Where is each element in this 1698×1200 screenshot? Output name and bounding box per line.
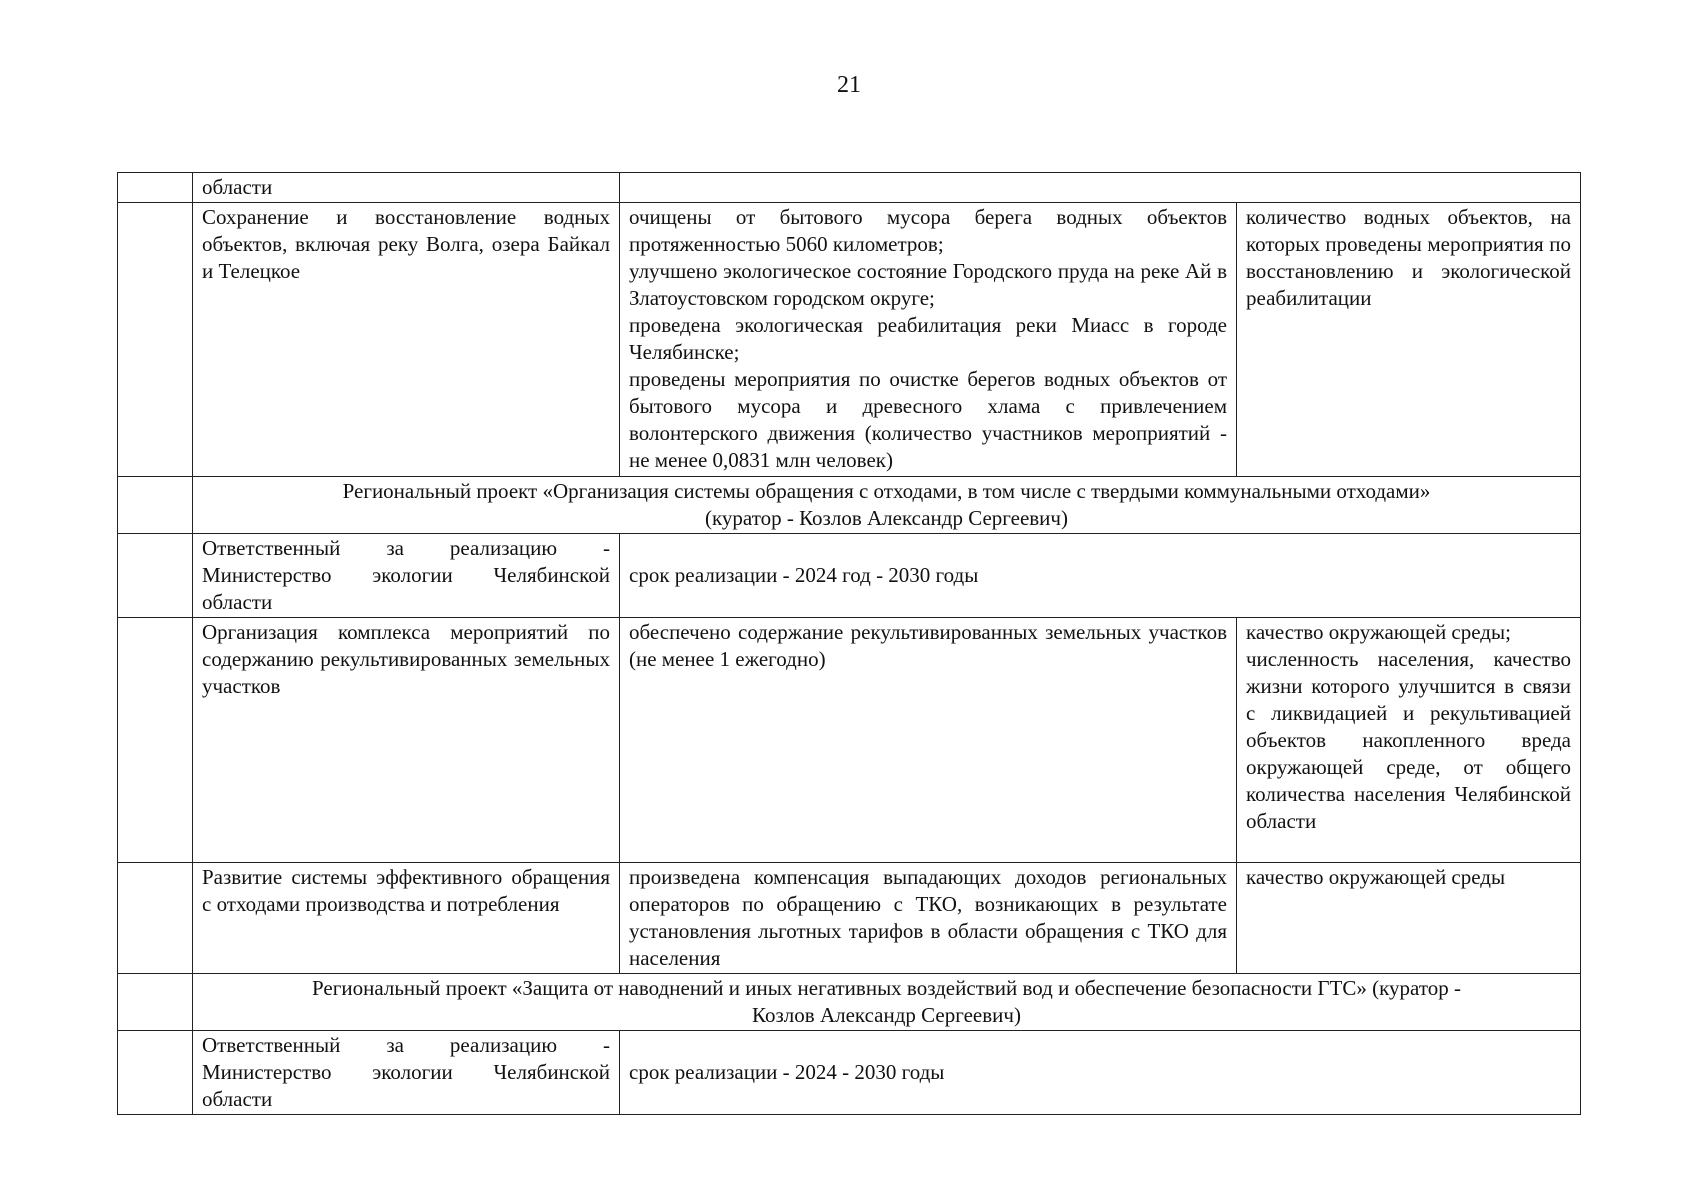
row-number-cell	[118, 618, 193, 863]
table-row-responsible	[118, 1031, 1581, 1115]
indicator-line: численность населения, качество жизни которого улучшится в связи с ликвидацией и рекультивацией объектов накопленного вреда окружающей среде, от общего количества населения Челябинской области	[1246, 647, 1571, 833]
measure-name-cell: Сохранение и восстановление водных объектов, включая реку Волга, озера Байкал и Телецкое	[193, 203, 620, 477]
result-line: проведены мероприятия по очистке берегов водных объектов от бытового мусора и древесного хлама с привлечением волонтерского движения (количество участников мероприятий - не менее 0,0831 млн человек)	[629, 367, 1227, 472]
row-number-cell	[118, 534, 193, 618]
project-title: Региональный проект «Защита от наводнений и иных негативных воздействий вод и обеспечение безопасности ГТС» (куратор -	[312, 976, 1461, 1000]
row-number-cell	[118, 1031, 193, 1115]
measure-results-cell: обеспечено содержание рекультивированных земельных участков (не менее 1 ежегодно)	[620, 618, 1237, 863]
measures-table	[117, 172, 1581, 1115]
project-curator: Козлов Александр Сергеевич)	[752, 1003, 1021, 1027]
measure-name-cell: Организация комплекса мероприятий по содержанию рекультивированных земельных участков	[193, 618, 620, 863]
indicator-cell: качество окружающей среды	[1237, 863, 1581, 974]
responsible-cell: Ответственный за реализацию - Министерство экологии Челябинской области	[193, 534, 620, 618]
project-curator: (куратор - Козлов Александр Сергеевич)	[705, 506, 1068, 530]
indicator-line: качество окружающей среды;	[1246, 620, 1511, 644]
table-row-project-header	[118, 974, 1581, 1031]
page-number: 21	[837, 72, 861, 98]
row-number-cell	[118, 974, 193, 1031]
row-number-cell	[118, 477, 193, 534]
row-number-cell	[118, 203, 193, 477]
measure-name-cell: Развитие системы эффективного обращения с отходами производства и потребления	[193, 863, 620, 974]
indicator-cell	[1237, 618, 1581, 863]
table-row-recultivation	[118, 618, 1581, 863]
project-header-cell	[193, 974, 1581, 1031]
project-title: Региональный проект «Организация системы обращения с отходами, в том числе с твердыми коммунальными отходами»	[342, 479, 1431, 503]
row-number-cell	[118, 173, 193, 203]
measure-name-cell: области	[193, 173, 620, 203]
result-line: очищены от бытового мусора берега водных объектов протяженностью 5060 километров;	[629, 205, 1227, 256]
measure-results-cell	[620, 203, 1237, 477]
responsible-cell: Ответственный за реализацию - Министерство экологии Челябинской области	[193, 1031, 620, 1115]
table-row-water-objects	[118, 203, 1581, 477]
result-line: проведена экологическая реабилитация реки Миасс в городе Челябинске;	[629, 313, 1227, 364]
table-row-waste-management	[118, 863, 1581, 974]
row-number-cell	[118, 863, 193, 974]
indicator-cell: количество водных объектов, на которых проведены мероприятия по восстановлению и экологической реабилитации	[1237, 203, 1581, 477]
empty-cell	[620, 173, 1581, 203]
project-header-cell	[193, 477, 1581, 534]
measure-results-cell: произведена компенсация выпадающих доходов региональных операторов по обращению с ТКО, возникающих в результате установления льготных тарифов в области обращения с ТКО для населения	[620, 863, 1237, 974]
table-row-responsible	[118, 534, 1581, 618]
term-cell: срок реализации - 2024 - 2030 годы	[620, 1031, 1581, 1115]
term-cell: срок реализации - 2024 год - 2030 годы	[620, 534, 1581, 618]
table-row-project-header	[118, 477, 1581, 534]
result-line: улучшено экологическое состояние Городского пруда на реке Ай в Златоустовском городском округе;	[629, 259, 1227, 310]
table-row-continued	[118, 173, 1581, 203]
